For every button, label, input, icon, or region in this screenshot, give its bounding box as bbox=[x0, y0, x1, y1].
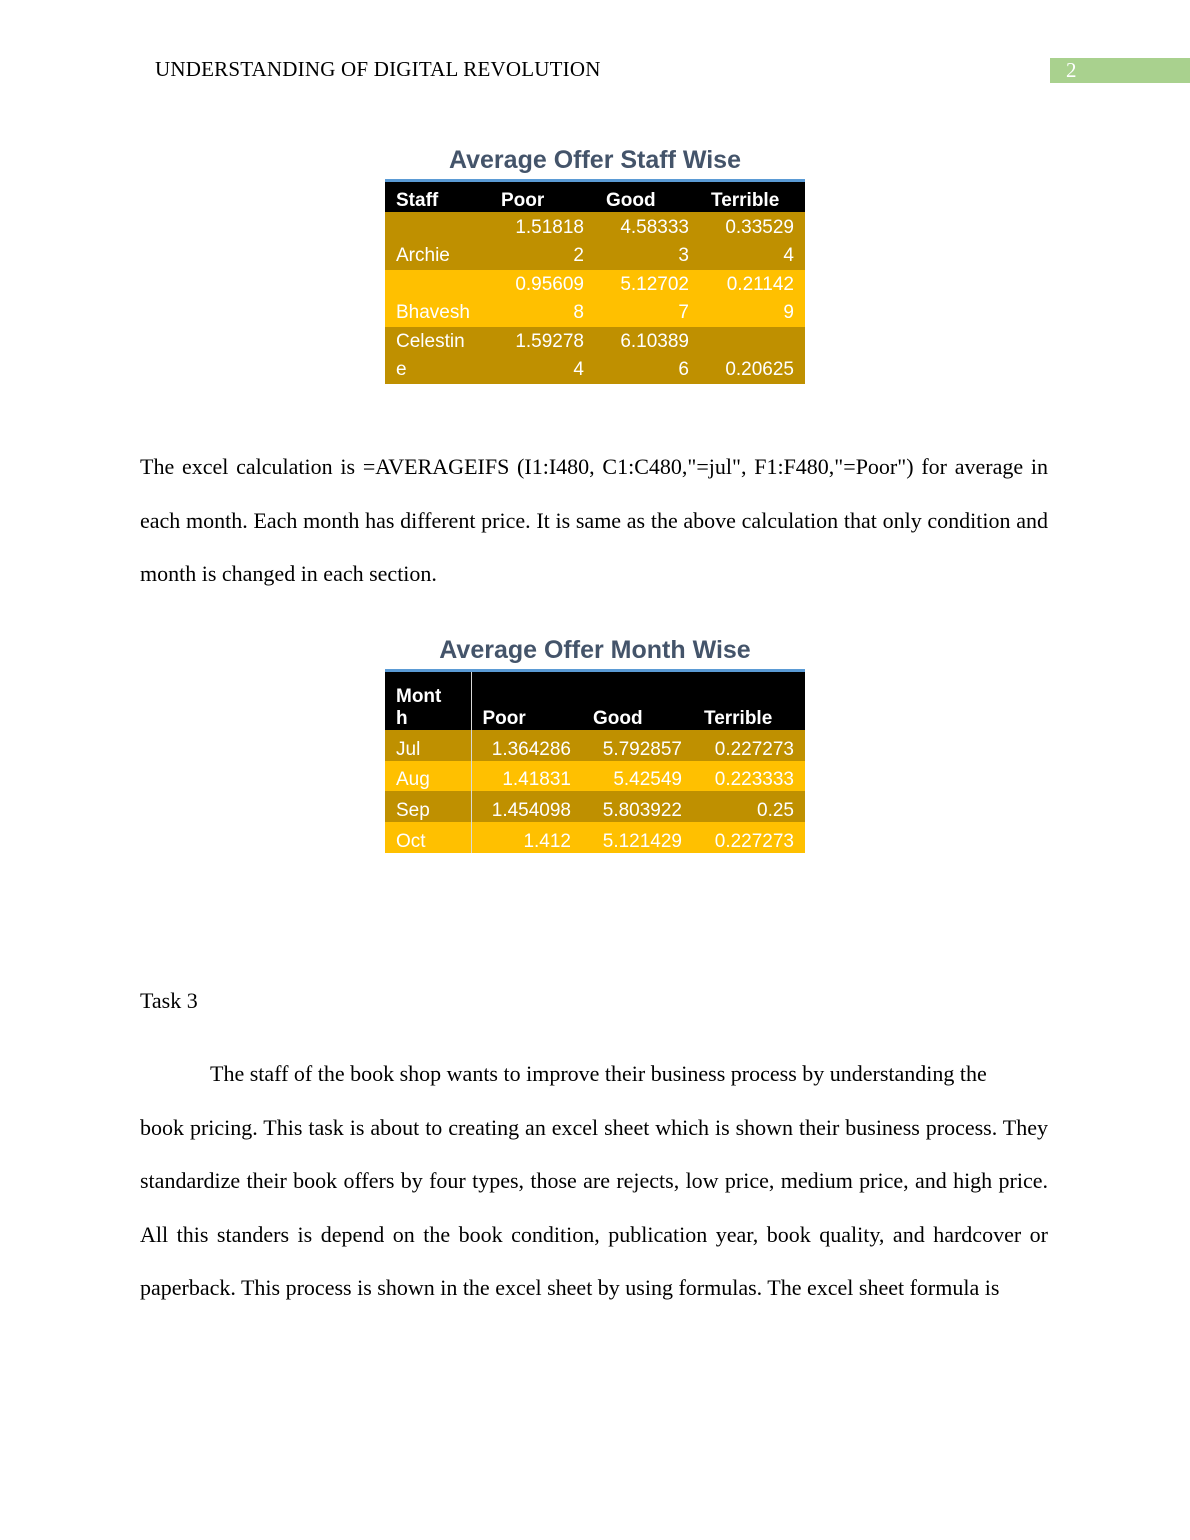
good-value-cell: 4.58333 3 bbox=[595, 212, 700, 270]
header-cell-staff: Staff bbox=[385, 182, 490, 212]
terrible-value-cell: 0.227273 bbox=[693, 730, 805, 761]
poor-value-cell: 1.41831 bbox=[471, 761, 582, 791]
formula-explanation-paragraph: The excel calculation is =AVERAGEIFS (I1:I480, C1:C480,"=jul", F1:F480,"=Poor") for average in each month. Each month has different price. It is same as the above calculation that only condition and month is changed in each section. bbox=[140, 454, 1048, 586]
good-value-cell: 6.10389 6 bbox=[595, 327, 700, 384]
good-value-cell: 5.12702 7 bbox=[595, 270, 700, 327]
poor-value-cell: 1.364286 bbox=[471, 730, 582, 761]
table-row bbox=[385, 761, 805, 791]
terrible-value-cell: 0.227273 bbox=[693, 822, 805, 853]
table-row bbox=[385, 730, 805, 761]
page-number-badge: 2 bbox=[1050, 58, 1190, 83]
terrible-value-cell: 0.33529 4 bbox=[700, 212, 805, 270]
table-row bbox=[385, 822, 805, 853]
good-value-cell: 5.792857 bbox=[582, 730, 693, 761]
header-cell-poor: Poor bbox=[490, 182, 595, 212]
paragraph-first-line: The staff of the book shop wants to improve their business process by understanding the bbox=[210, 1061, 987, 1086]
terrible-value-cell: 0.223333 bbox=[693, 761, 805, 791]
poor-value-cell: 1.59278 4 bbox=[490, 327, 595, 384]
paragraph-body: book pricing. This task is about to creating an excel sheet which is shown their business process. They standardize their book offers by four types, those are rejects, low price, medium price, and high price. All this standers is depend on the book condition, publication year, book quality, and hardcover or paperback. This process is shown in the excel sheet by using formulas. The excel sheet formula is bbox=[140, 1114, 1048, 1300]
staff-name-cell: Bhavesh bbox=[385, 270, 490, 327]
good-value-cell: 5.803922 bbox=[582, 791, 693, 822]
table-header-row bbox=[385, 672, 805, 730]
table-row bbox=[385, 270, 805, 327]
month-table-title: Average Offer Month Wise bbox=[439, 636, 751, 664]
terrible-value-cell: 0.21142 9 bbox=[700, 270, 805, 327]
good-value-cell: 5.42549 bbox=[582, 761, 693, 791]
header-cell-good: Good bbox=[595, 182, 700, 212]
poor-value-cell: 1.454098 bbox=[471, 791, 582, 822]
task-description-paragraph bbox=[140, 1047, 1048, 1315]
task-heading: Task 3 bbox=[140, 988, 198, 1013]
header-cell-month: Mont h bbox=[385, 672, 471, 730]
staff-name-cell: Celestin e bbox=[385, 327, 490, 384]
month-cell: Oct bbox=[385, 822, 471, 853]
staff-wise-table bbox=[385, 182, 805, 384]
table-row bbox=[385, 212, 805, 270]
table-row bbox=[385, 327, 805, 384]
poor-value-cell: 1.412 bbox=[471, 822, 582, 853]
good-value-cell: 5.121429 bbox=[582, 822, 693, 853]
month-cell: Aug bbox=[385, 761, 471, 791]
month-cell: Jul bbox=[385, 730, 471, 761]
month-wise-table bbox=[385, 672, 805, 853]
running-header-title: UNDERSTANDING OF DIGITAL REVOLUTION bbox=[155, 57, 601, 81]
table-row bbox=[385, 791, 805, 822]
poor-value-cell: 1.51818 2 bbox=[490, 212, 595, 270]
terrible-value-cell: 0.25 bbox=[693, 791, 805, 822]
staff-name-cell: Archie bbox=[385, 212, 490, 270]
terrible-value-cell: 0.20625 bbox=[700, 327, 805, 384]
header-cell-terrible: Terrible bbox=[700, 182, 805, 212]
header-cell-terrible: Terrible bbox=[693, 672, 805, 730]
header-cell-poor: Poor bbox=[471, 672, 582, 730]
header-cell-good: Good bbox=[582, 672, 693, 730]
staff-table-title: Average Offer Staff Wise bbox=[449, 146, 741, 174]
month-cell: Sep bbox=[385, 791, 471, 822]
poor-value-cell: 0.95609 8 bbox=[490, 270, 595, 327]
table-header-row bbox=[385, 182, 805, 212]
